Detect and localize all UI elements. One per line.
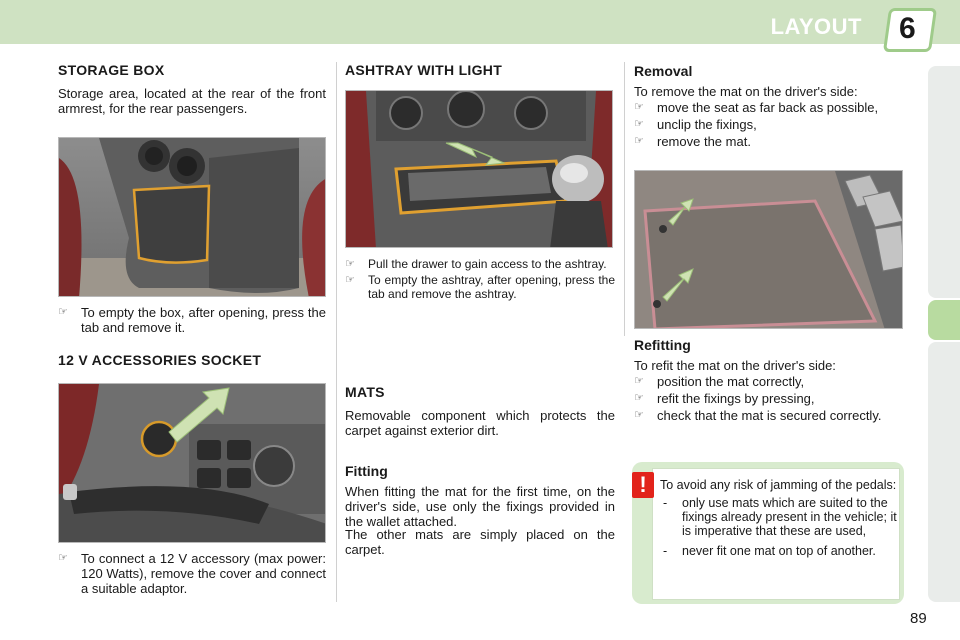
- refitting-steps: [634, 374, 906, 425]
- list-item: ☞ To empty the box, after opening, press the tab and remove it.: [58, 305, 326, 335]
- removal-heading: Removal: [634, 63, 693, 79]
- chapter-number: 6: [899, 12, 916, 45]
- pointing-hand-icon: ☞: [634, 118, 644, 130]
- pointing-hand-icon: ☞: [634, 375, 644, 387]
- warning-text: [660, 478, 898, 564]
- warning-intro: To avoid any risk of jamming of the pedals:: [660, 478, 897, 492]
- list-item: ☞ Pull the drawer to gain access to the ashtray.: [345, 257, 607, 271]
- list-item: ☞ To empty the ashtray, after opening, press the tab and remove the ashtray.: [345, 273, 615, 301]
- accessories-socket-illustration: [59, 384, 326, 543]
- ashtray-instructions: [345, 257, 615, 303]
- removal-steps: [634, 100, 906, 151]
- mats-heading: MATS: [345, 384, 385, 400]
- accessories-socket-photo: [58, 383, 326, 543]
- floor-mat-photo: [634, 170, 903, 329]
- side-tab-active[interactable]: [928, 300, 960, 340]
- removal-intro: To remove the mat on the driver's side:: [634, 84, 858, 99]
- pointing-hand-icon: ☞: [58, 552, 68, 564]
- pointing-hand-icon: ☞: [345, 258, 355, 270]
- pointing-hand-icon: ☞: [634, 409, 644, 421]
- refitting-intro: To refit the mat on the driver's side:: [634, 358, 836, 373]
- fitting-heading: Fitting: [345, 463, 388, 479]
- storage-box-heading: STORAGE BOX: [58, 62, 165, 78]
- column-divider: [624, 62, 625, 336]
- storage-box-description: Storage area, located at the rear of the front armrest, for the rear passengers.: [58, 86, 326, 116]
- list-item: - never fit one mat on top of another.: [663, 544, 876, 558]
- list-item: ☞ position the mat correctly,: [634, 374, 805, 389]
- storage-box-instructions: [58, 305, 326, 337]
- side-tab[interactable]: [928, 66, 960, 298]
- pointing-hand-icon: ☞: [345, 274, 355, 286]
- ashtray-heading: ASHTRAY WITH LIGHT: [345, 62, 503, 78]
- column-divider: [336, 62, 337, 602]
- list-item: - only use mats which are suited to the fixings already present in the vehicle; it is imperative that these are used,: [663, 496, 897, 538]
- storage-box-illustration: [59, 138, 326, 297]
- ashtray-photo: [345, 90, 613, 248]
- pointing-hand-icon: ☞: [634, 392, 644, 404]
- fitting-text-other-mats: The other mats are simply placed on the carpet.: [345, 527, 615, 557]
- list-item: ☞ move the seat as far back as possible,: [634, 100, 879, 115]
- list-item: ☞ To connect a 12 V accessory (max power: 120 Watts), remove the cover and connect a suitable adaptor.: [58, 551, 326, 596]
- storage-box-photo: [58, 137, 326, 297]
- list-item: ☞ remove the mat.: [634, 134, 751, 149]
- warning-list: [660, 496, 898, 558]
- list-item: ☞ unclip the fixings,: [634, 117, 757, 132]
- list-item: ☞ refit the fixings by pressing,: [634, 391, 815, 406]
- accessories-socket-heading: 12 V ACCESSORIES SOCKET: [58, 352, 262, 368]
- pointing-hand-icon: ☞: [58, 306, 68, 318]
- page-title: LAYOUT: [770, 14, 862, 39]
- refitting-heading: Refitting: [634, 337, 691, 353]
- accessories-socket-instructions: [58, 551, 326, 598]
- mats-description: Removable component which protects the carpet against exterior dirt.: [345, 408, 615, 438]
- pointing-hand-icon: ☞: [634, 101, 644, 113]
- fitting-text: When fitting the mat for the first time, on the driver's side, use only the fixings provided in the wallet attached.: [345, 484, 615, 529]
- pointing-hand-icon: ☞: [634, 135, 644, 147]
- side-tab[interactable]: [928, 342, 960, 602]
- list-item: ☞ check that the mat is secured correctly.: [634, 408, 882, 423]
- page-number: 89: [910, 610, 927, 627]
- floor-mat-illustration: [635, 171, 903, 329]
- warning-icon: !: [632, 472, 654, 498]
- ashtray-illustration: [346, 91, 613, 248]
